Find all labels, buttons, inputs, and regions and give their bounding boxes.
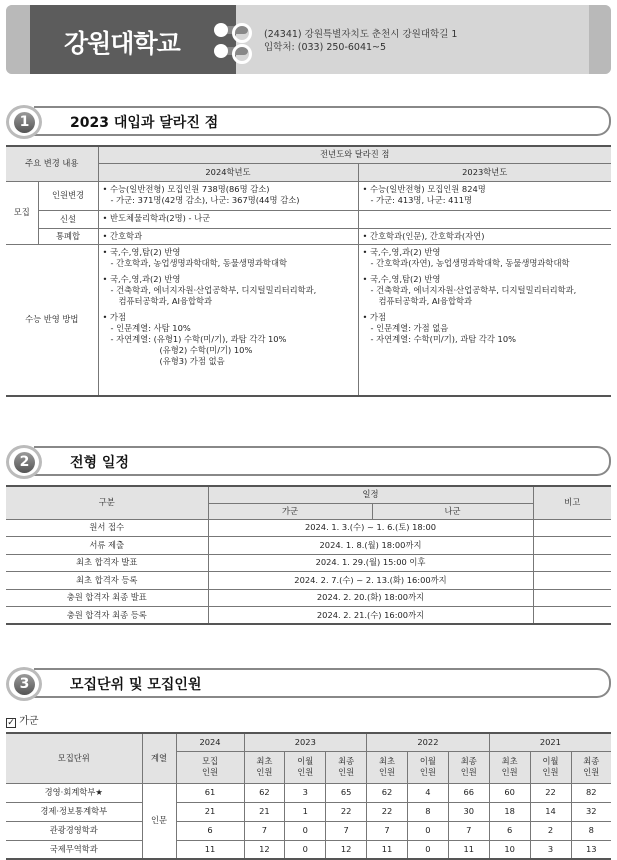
header-sub: 이월 인원 [408, 751, 449, 783]
section-number: 3 [14, 674, 35, 695]
schedule-label: 서류 제출 [6, 537, 208, 555]
quota-value: 3 [285, 783, 326, 802]
header-unit: 모집단위 [6, 733, 142, 783]
schedule-date: 2024. 2. 20.(화) 18:00까지 [208, 589, 533, 607]
quota-value: 3 [530, 840, 571, 859]
schedule-label: 최초 합격자 발표 [6, 554, 208, 572]
quota-value: 2 [530, 821, 571, 840]
quota-row [6, 821, 611, 840]
schedule-label: 충원 합격자 최종 등록 [6, 607, 208, 625]
quota-value: 0 [285, 840, 326, 859]
field-name: 인문 [142, 783, 176, 859]
phone: 입학처: (033) 250-6041~5 [264, 42, 387, 53]
quota-value: 65 [326, 783, 367, 802]
row-label: 인원변경 [38, 181, 98, 210]
cell-line: • 간호학과 [98, 228, 358, 244]
section-title: 2023 대입과 달라진 점 [70, 115, 219, 131]
cell-line: 컴퓨터공학과, AI융합학과 [118, 295, 213, 306]
header-na: 나군 [372, 503, 533, 519]
schedule-row [6, 519, 611, 537]
quota-value: 6 [489, 821, 530, 840]
section-number: 1 [14, 112, 35, 133]
header-2023: 2023학년도 [358, 163, 611, 181]
schedule-note [533, 554, 611, 572]
section-title: 모집단위 및 모집인원 [70, 677, 202, 693]
cell-line: • 가점 [362, 311, 387, 322]
cell-line: - 가군: 413명, 나군: 411명 [370, 194, 473, 205]
header-sub: 최종 인원 [326, 751, 367, 783]
section-title: 전형 일정 [70, 455, 129, 471]
schedule-row [6, 589, 611, 607]
unit-name: 경영·회계학부★ [6, 783, 142, 802]
header-category: 구분 [6, 486, 208, 519]
schedule-note [533, 572, 611, 590]
unit-name: 경제·정보통계학부 [6, 802, 142, 821]
cell-line: - 건축학과, 에너지자원·산업공학부, 디지털밀리터리학과, [110, 284, 317, 295]
header-sub: 최초 인원 [244, 751, 285, 783]
header-year: 2022 [367, 733, 490, 751]
quota-value: 10 [489, 840, 530, 859]
header-diff: 전년도와 달라진 점 [98, 146, 611, 163]
cell-line: • 수능(일반전형) 모집인원 738명(86명 감소) [102, 183, 270, 194]
section-3-heading [6, 668, 611, 700]
binder-ring-icon [218, 47, 248, 55]
header-main: 주요 변경 내용 [6, 146, 98, 181]
quota-value: 0 [408, 840, 449, 859]
schedule-row [6, 554, 611, 572]
quota-value: 7 [448, 821, 489, 840]
schedule-row [6, 572, 611, 590]
schedule-label: 원서 접수 [6, 519, 208, 537]
row-label: 통폐합 [38, 228, 98, 244]
quota-value: 61 [176, 783, 244, 802]
cell-line: - 간호학과(자연), 농업생명과학대학, 동물생명과학대학 [370, 257, 570, 268]
quota-row [6, 783, 611, 802]
cell-line: - 간호학과, 농업생명과학대학, 동물생명과학대학 [110, 257, 287, 268]
quota-value: 1 [285, 802, 326, 821]
quota-value: 8 [408, 802, 449, 821]
quota-row [6, 802, 611, 821]
quota-value: 12 [326, 840, 367, 859]
quota-value: 11 [176, 840, 244, 859]
header-note: 비고 [533, 486, 611, 519]
schedule-note [533, 589, 611, 607]
quota-value: 22 [367, 802, 408, 821]
header-sub: 최초 인원 [367, 751, 408, 783]
header-schedule: 일정 [208, 486, 533, 503]
header-sub: 최초 인원 [489, 751, 530, 783]
changes-table [6, 145, 611, 397]
quota-value: 21 [176, 802, 244, 821]
quota-value: 60 [489, 783, 530, 802]
cell-line: - 자연계열: 수학(미/기), 과탐 각각 10% [370, 333, 517, 344]
quota-value: 13 [571, 840, 611, 859]
header-2024: 2024학년도 [98, 163, 358, 181]
schedule-date: 2024. 1. 3.(수) ~ 1. 6.(토) 18:00 [208, 519, 533, 537]
header-ga: 가군 [208, 503, 372, 519]
cell-line: • 수능(일반전형) 모집인원 824명 [362, 183, 486, 194]
header-sub: 최종 인원 [571, 751, 611, 783]
cell-line: - 건축학과, 에너지자원·산업공학부, 디지털밀리터리학과, [370, 284, 577, 295]
section-2-heading [6, 446, 611, 478]
quota-value: 66 [448, 783, 489, 802]
quota-value: 11 [448, 840, 489, 859]
university-name: 강원대학교 [64, 29, 180, 58]
quota-value: 32 [571, 802, 611, 821]
schedule-date: 2024. 2. 21.(수) 16:00까지 [208, 607, 533, 625]
schedule-row [6, 607, 611, 625]
binder-ring-icon [218, 26, 248, 34]
header-year: 2024 [176, 733, 244, 751]
quota-value: 12 [244, 840, 285, 859]
cell-line: • 국,수,영,탐(2) 반영 [362, 273, 441, 284]
university-header [6, 5, 611, 74]
cell-line: • 간호학과(인문), 간호학과(자연) [358, 228, 611, 244]
cell-line: • 반도체물리학과(2명) - 나군 [98, 210, 358, 228]
row-label: 신설 [38, 210, 98, 228]
header-field: 계열 [142, 733, 176, 783]
quota-table [6, 732, 611, 860]
cell-line: • 국,수,영,과(2) 반영 [362, 246, 441, 257]
cell-line: • 가점 [102, 311, 127, 322]
cell-line: 컴퓨터공학과, AI융합학과 [378, 295, 473, 306]
checkbox-checked-icon: ✓ [7, 718, 15, 728]
recruit-label: 모집 [6, 181, 38, 244]
unit-name: 관광경영학과 [6, 821, 142, 840]
cell-line: - 가군: 371명(42명 감소), 나군: 367명(44명 감소) [110, 194, 300, 205]
quota-row [6, 840, 611, 859]
header-sub: 모집 인원 [176, 751, 244, 783]
quota-value: 14 [530, 802, 571, 821]
quota-value: 21 [244, 802, 285, 821]
schedule-note [533, 607, 611, 625]
quota-value: 18 [489, 802, 530, 821]
quota-value: 8 [571, 821, 611, 840]
quota-value: 11 [367, 840, 408, 859]
schedule-note [533, 537, 611, 555]
quota-value: 0 [408, 821, 449, 840]
quota-value: 30 [448, 802, 489, 821]
group-label [6, 712, 39, 728]
quota-value: 4 [408, 783, 449, 802]
schedule-label: 최초 합격자 등록 [6, 572, 208, 590]
group-name: 가군 [19, 716, 39, 727]
cell-line: (유형3) 가점 없음 [159, 355, 225, 366]
quota-value: 22 [530, 783, 571, 802]
quota-value: 62 [367, 783, 408, 802]
cell-line: • 국,수,영,과(2) 반영 [102, 273, 181, 284]
quota-value: 22 [326, 802, 367, 821]
section-number: 2 [14, 452, 35, 473]
header-sub: 최종 인원 [448, 751, 489, 783]
schedule-row [6, 537, 611, 555]
quota-value: 7 [367, 821, 408, 840]
schedule-date: 2024. 1. 29.(월) 15:00 이후 [208, 554, 533, 572]
unit-name: 국제무역학과 [6, 840, 142, 859]
header-sub: 이월 인원 [530, 751, 571, 783]
schedule-note [533, 519, 611, 537]
header-year: 2021 [489, 733, 611, 751]
quota-value: 0 [285, 821, 326, 840]
address: (24341) 강원특별자치도 춘천시 강원대학길 1 [264, 29, 458, 40]
quota-value: 82 [571, 783, 611, 802]
quota-value: 7 [244, 821, 285, 840]
cell-line: • 국,수,영,탐(2) 반영 [102, 246, 181, 257]
cell-line: - 인문계열: 가점 없음 [370, 322, 449, 333]
schedule-date: 2024. 1. 8.(월) 18:00까지 [208, 537, 533, 555]
header-year: 2023 [244, 733, 367, 751]
cell-line: - 인문계열: 사탐 10% [110, 322, 191, 333]
quota-value: 7 [326, 821, 367, 840]
schedule-label: 충원 합격자 최종 발표 [6, 589, 208, 607]
schedule-table [6, 485, 611, 625]
quota-value: 6 [176, 821, 244, 840]
schedule-date: 2024. 2. 7.(수) ~ 2. 13.(화) 16:00까지 [208, 572, 533, 590]
row-label: 수능 반영 방법 [6, 244, 98, 396]
header-sub: 이월 인원 [285, 751, 326, 783]
quota-value: 62 [244, 783, 285, 802]
cell-line: - 자연계열: (유형1) 수학(미/기), 과탐 각각 10% [110, 333, 287, 344]
section-1-heading [6, 106, 611, 138]
cell-line: (유형2) 수학(미/기) 10% [159, 344, 253, 355]
